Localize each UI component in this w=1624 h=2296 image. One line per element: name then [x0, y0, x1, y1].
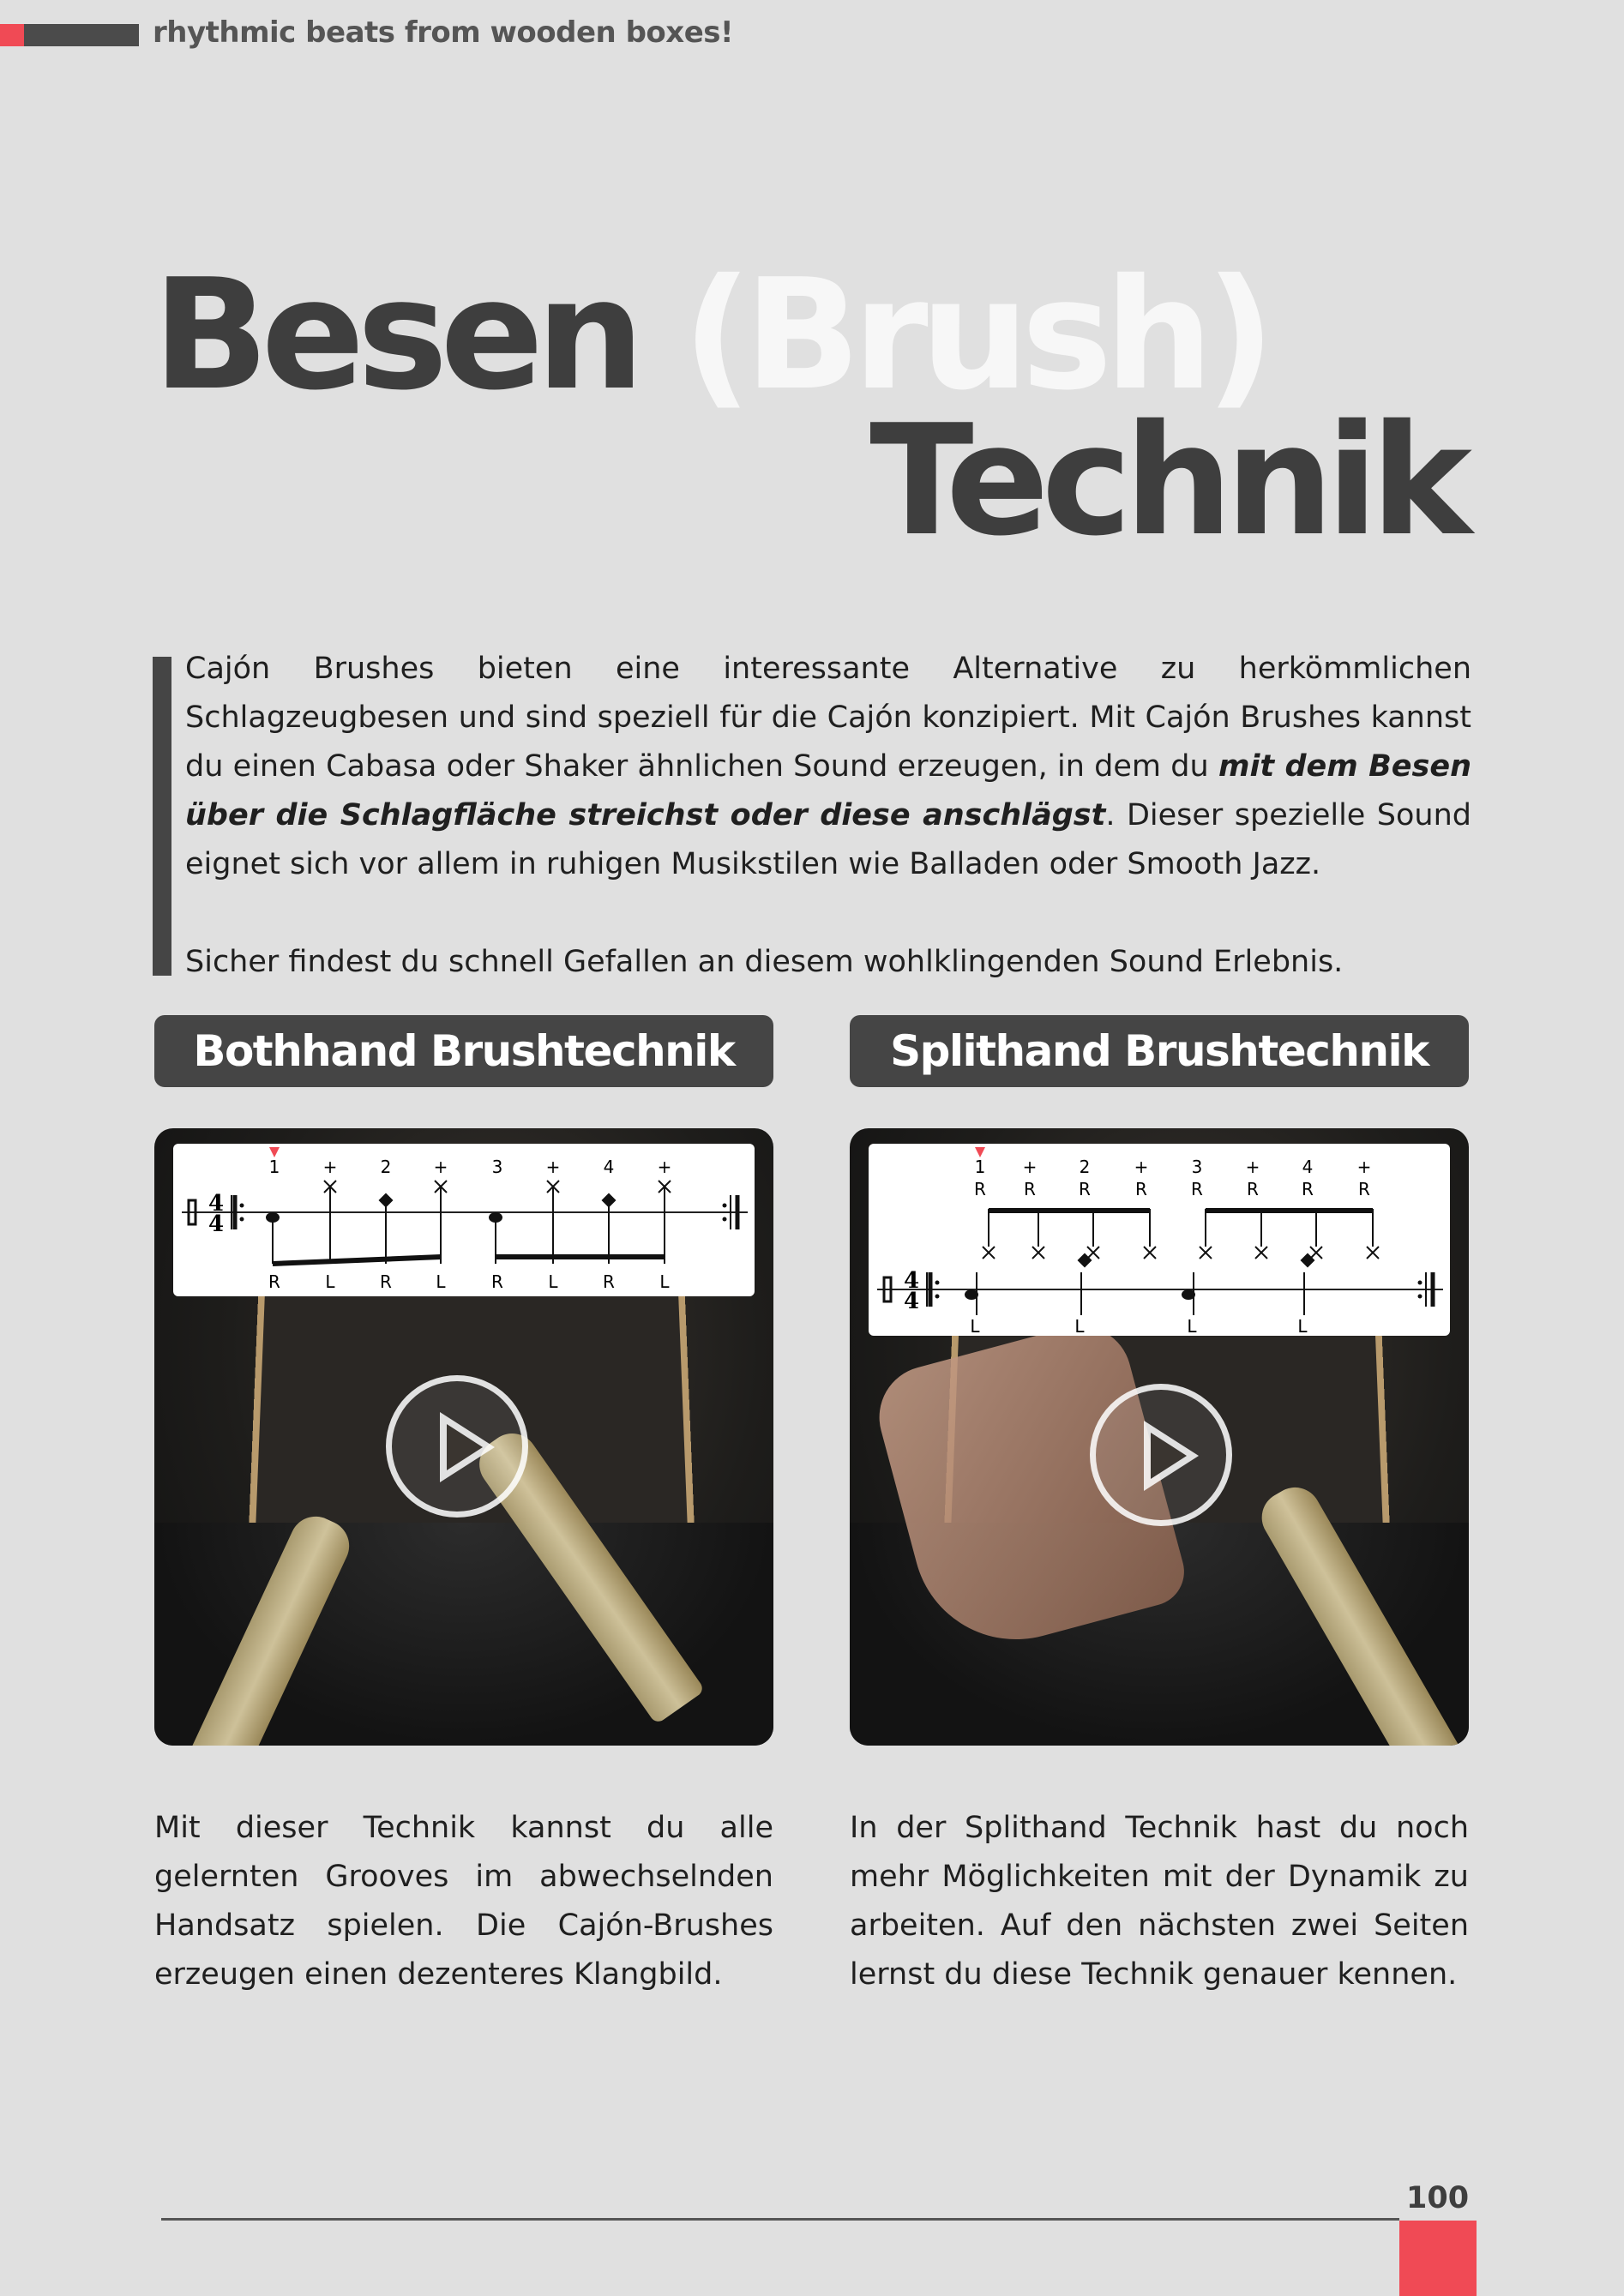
- footer-accent-red: [1399, 2221, 1477, 2296]
- intro-text-pre: Cajón Brushes bieten eine interessante Alternative zu herkömmlichen Schlagzeugbesen und sind speziell für die Cajón konzipiert. Mit Cajón Brushes kannst du einen Cabasa oder Shaker ähnlichen Sound erzeugen, in dem du: [185, 652, 1471, 784]
- time-signature-top: 4: [208, 1191, 225, 1217]
- page-title-line-2: Technik: [869, 392, 1465, 569]
- play-button-icon[interactable]: [386, 1375, 528, 1518]
- count-label: +: [1245, 1157, 1260, 1177]
- sticking-label: L: [436, 1271, 446, 1292]
- note-beam: [273, 1257, 441, 1264]
- intro-quote-bar: [153, 657, 171, 976]
- bothhand-heading: Bothhand Brushtechnik: [154, 1015, 773, 1087]
- sticking-label: L: [325, 1271, 335, 1292]
- note-head-x: [1200, 1247, 1212, 1259]
- footer-divider: [161, 2218, 1399, 2221]
- count-label: 2: [380, 1157, 392, 1177]
- header-tagline: rhythmic beats from wooden boxes!: [153, 15, 734, 50]
- count-label: 4: [1302, 1157, 1314, 1177]
- title-word-besen: Besen: [153, 246, 637, 424]
- sticking-label: R: [1358, 1179, 1370, 1199]
- count-label: +: [657, 1157, 672, 1177]
- intro-text-emphasis: mit dem Besen über die Schlagfläche streichst oder diese anschlägst: [185, 749, 1471, 832]
- splithand-heading: Splithand Brushtechnik: [850, 1015, 1469, 1087]
- header-accent-bar: [24, 24, 139, 46]
- note-head-x: [1367, 1247, 1379, 1259]
- page-title-line-1: [153, 246, 1268, 424]
- time-signature-top: 4: [903, 1268, 920, 1294]
- note-head: [1182, 1289, 1195, 1300]
- sticking-label: L: [1187, 1316, 1197, 1336]
- play-triangle-inner: [447, 1424, 483, 1470]
- splithand-video[interactable]: [850, 1128, 1469, 1746]
- count-label: 1: [974, 1157, 986, 1177]
- bothhand-description: Mit dieser Technik kannst du alle gelernten Grooves im abwechselnden Handsatz spielen. Die Cajón-Brushes erzeugen einen dezenteres Klangbild.: [154, 1811, 773, 1992]
- count-label: 3: [491, 1157, 503, 1177]
- page-number: 100: [1406, 2181, 1470, 2215]
- note-head: [965, 1289, 978, 1300]
- bothhand-video[interactable]: [154, 1128, 773, 1746]
- count-label: +: [433, 1157, 448, 1177]
- count-label: +: [545, 1157, 561, 1177]
- count-label: +: [1356, 1157, 1372, 1177]
- note-head-x: [1255, 1247, 1267, 1259]
- time-signature-bottom: 4: [208, 1211, 225, 1237]
- sticking-label: R: [1191, 1179, 1203, 1199]
- intro-text-post: . Dieser spezielle Sound eignet sich vor allem in ruhigen Musikstilen wie Balladen oder Smooth Jazz.: [185, 798, 1471, 881]
- sticking-label: R: [1302, 1179, 1314, 1199]
- play-triangle-icon: [440, 1412, 495, 1482]
- play-triangle-inner: [1151, 1433, 1187, 1479]
- play-triangle-icon: [1144, 1421, 1199, 1491]
- sticking-label: R: [1079, 1179, 1091, 1199]
- note-head-x: [1032, 1247, 1044, 1259]
- header-accent-red: [0, 24, 24, 46]
- sticking-label: L: [659, 1271, 670, 1292]
- time-signature-bottom: 4: [903, 1289, 920, 1314]
- splithand-description: In der Splithand Technik hast du noch mehr Möglichkeiten mit der Dynamik zu arbeiten. Auf den nächsten zwei Seiten lernst du diese Technik genauer kennen.: [850, 1811, 1469, 1992]
- sticking-label: R: [491, 1271, 503, 1292]
- sticking-label: L: [548, 1271, 558, 1292]
- intro-paragraph-1: [185, 645, 1471, 889]
- count-label: 3: [1191, 1157, 1203, 1177]
- play-button-icon[interactable]: [1090, 1384, 1232, 1526]
- sticking-label: R: [1135, 1179, 1147, 1199]
- count-label: 1: [268, 1157, 280, 1177]
- count-label: +: [1134, 1157, 1149, 1177]
- bothhand-notation: [173, 1144, 755, 1296]
- note-head-x: [1144, 1247, 1156, 1259]
- sticking-label: L: [970, 1316, 980, 1336]
- title-word-brush: (Brush): [682, 246, 1268, 424]
- sticking-label: R: [1024, 1179, 1036, 1199]
- intro-paragraph-2: Sicher findest du schnell Gefallen an diesem wohlklingenden Sound Erlebnis.: [185, 945, 1344, 979]
- note-head-x: [983, 1247, 995, 1259]
- note-head-x: [1087, 1247, 1099, 1259]
- count-label: +: [1022, 1157, 1038, 1177]
- intro-text: [185, 645, 1471, 987]
- sticking-label: R: [974, 1179, 986, 1199]
- sticking-label: R: [603, 1271, 615, 1292]
- sticking-label: R: [268, 1271, 280, 1292]
- sticking-label: R: [1247, 1179, 1259, 1199]
- sticking-label: R: [380, 1271, 392, 1292]
- count-label: 4: [603, 1157, 615, 1177]
- splithand-notation: [869, 1144, 1450, 1336]
- sticking-label: L: [1074, 1316, 1085, 1336]
- sticking-label: L: [1297, 1316, 1308, 1336]
- count-label: 2: [1079, 1157, 1091, 1177]
- count-label: +: [322, 1157, 338, 1177]
- note-head-x: [1310, 1247, 1322, 1259]
